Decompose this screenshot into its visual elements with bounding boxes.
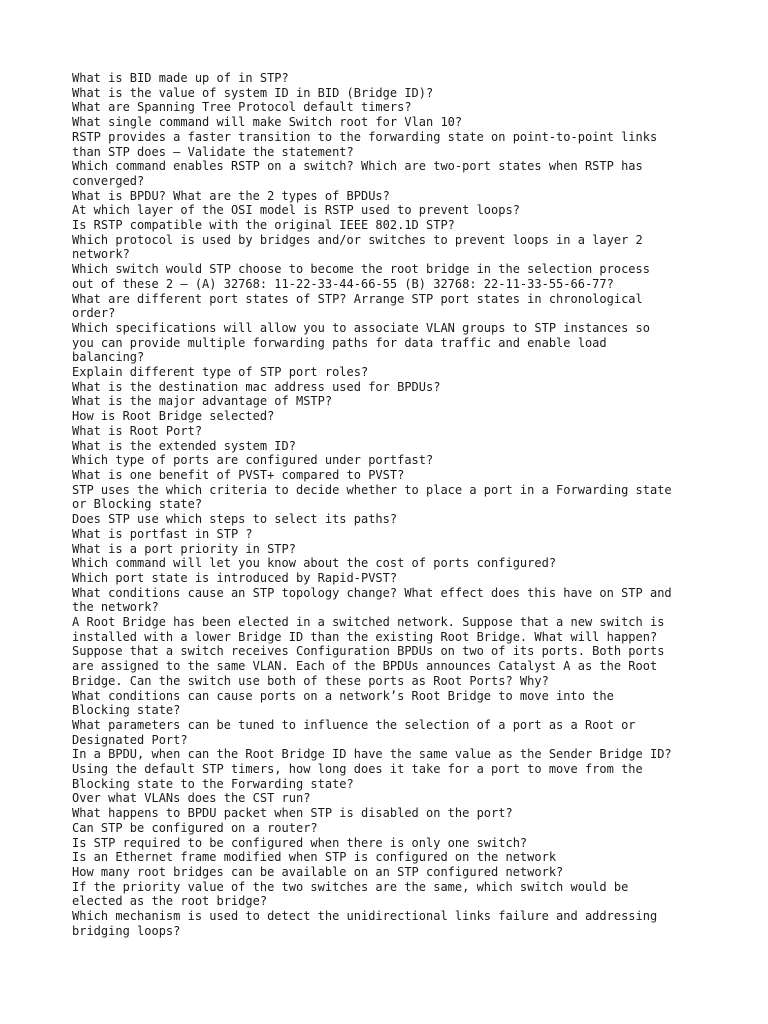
text-line: What are Spanning Tree Protocol default timers? — [72, 100, 412, 115]
text-line: than STP does – Validate the statement? — [72, 144, 354, 159]
text-line: What happens to BPDU packet when STP is disabled on the port? — [72, 806, 513, 821]
text-line: converged? — [72, 173, 145, 188]
text-line: How is Root Bridge selected? — [72, 409, 275, 424]
text-line: Explain different type of STP port roles? — [72, 365, 369, 380]
text-line: What is the extended system ID? — [72, 438, 296, 453]
question-list — [72, 71, 712, 938]
text-line: balancing? — [72, 350, 145, 365]
text-line: order? — [72, 306, 116, 321]
text-line: What parameters can be tuned to influence the selection of a port as a Root or — [72, 717, 636, 732]
text-line: Which type of ports are configured under portfast? — [72, 453, 434, 468]
text-line: What is BID made up of in STP? — [72, 71, 289, 85]
text-line: What is portfast in STP ? — [72, 526, 253, 541]
text-line: or Blocking state? — [72, 497, 203, 512]
text-line: Which command will let you know about the cost of ports configured? — [72, 556, 557, 571]
text-line: network? — [72, 247, 130, 262]
text-line: Is an Ethernet frame modified when STP is configured on the network — [72, 850, 557, 865]
text-line: Which protocol is used by bridges and/or switches to prevent loops in a layer 2 — [72, 232, 643, 247]
text-line: are assigned to the same VLAN. Each of the BPDUs announces Catalyst A as the Root — [72, 659, 658, 674]
text-line: Is RSTP compatible with the original IEEE 802.1D STP? — [72, 218, 455, 233]
text-line: Using the default STP timers, how long does it take for a port to move from the — [72, 762, 643, 777]
text-line: Is STP required to be configured when there is only one switch? — [72, 835, 528, 850]
text-line: What is one benefit of PVST+ compared to PVST? — [72, 467, 405, 482]
text-line: Over what VLANs does the CST run? — [72, 791, 311, 806]
text-line: you can provide multiple forwarding paths for data traffic and enable load — [72, 335, 607, 350]
text-line: Which port state is introduced by Rapid-PVST? — [72, 570, 398, 585]
text-line: Which mechanism is used to detect the unidirectional links failure and addressing — [72, 909, 658, 924]
text-line: out of these 2 – (A) 32768: 11-22-33-44-66-55 (B) 32768: 22-11-33-55-66-77? — [72, 276, 614, 291]
text-line: What conditions can cause ports on a network’s Root Bridge to move into the — [72, 688, 614, 703]
text-line: Bridge. Can the switch use both of these ports as Root Ports? Why? — [72, 673, 549, 688]
text-line: At which layer of the OSI model is RSTP used to prevent loops? — [72, 203, 520, 218]
text-line: bridging loops? — [72, 923, 181, 938]
text-line: In a BPDU, when can the Root Bridge ID have the same value as the Sender Bridge ID? — [72, 747, 672, 762]
text-line: A Root Bridge has been elected in a switched network. Suppose that a new switch is — [72, 615, 665, 630]
text-line: What is BPDU? What are the 2 types of BPDUs? — [72, 188, 390, 203]
text-line: Blocking state to the Forwarding state? — [72, 776, 354, 791]
text-line: Does STP use which steps to select its paths? — [72, 512, 398, 527]
text-line: RSTP provides a faster transition to the forwarding state on point-to-point links — [72, 129, 658, 144]
text-line: Which specifications will allow you to associate VLAN groups to STP instances so — [72, 320, 650, 335]
text-line: What conditions cause an STP topology change? What effect does this have on STP and — [72, 585, 672, 600]
text-line: What is the value of system ID in BID (Bridge ID)? — [72, 85, 434, 100]
text-line: What is the major advantage of MSTP? — [72, 394, 333, 409]
text-line: Which command enables RSTP on a switch? Which are two-port states when RSTP has — [72, 159, 643, 174]
text-line: STP uses the which criteria to decide whether to place a port in a Forwarding state — [72, 482, 672, 497]
text-line: How many root bridges can be available on an STP configured network? — [72, 864, 564, 879]
text-line: What is a port priority in STP? — [72, 541, 296, 556]
text-line: What are different port states of STP? Arrange STP port states in chronological — [72, 291, 643, 306]
text-line: Which switch would STP choose to become the root bridge in the selection process — [72, 262, 650, 277]
text-line: elected as the root bridge? — [72, 894, 268, 909]
text-line: the network? — [72, 600, 159, 615]
text-line: installed with a lower Bridge ID than the existing Root Bridge. What will happen? — [72, 629, 658, 644]
text-line: What is Root Port? — [72, 423, 203, 438]
text-line: What is the destination mac address used for BPDUs? — [72, 379, 441, 394]
text-line: Suppose that a switch receives Configuration BPDUs on two of its ports. Both ports — [72, 644, 665, 659]
text-line: Blocking state? — [72, 703, 181, 718]
text-line: Designated Port? — [72, 732, 188, 747]
text-line: Can STP be configured on a router? — [72, 820, 318, 835]
text-line: What single command will make Switch root for Vlan 10? — [72, 115, 463, 130]
text-line: If the priority value of the two switches are the same, which switch would be — [72, 879, 629, 894]
